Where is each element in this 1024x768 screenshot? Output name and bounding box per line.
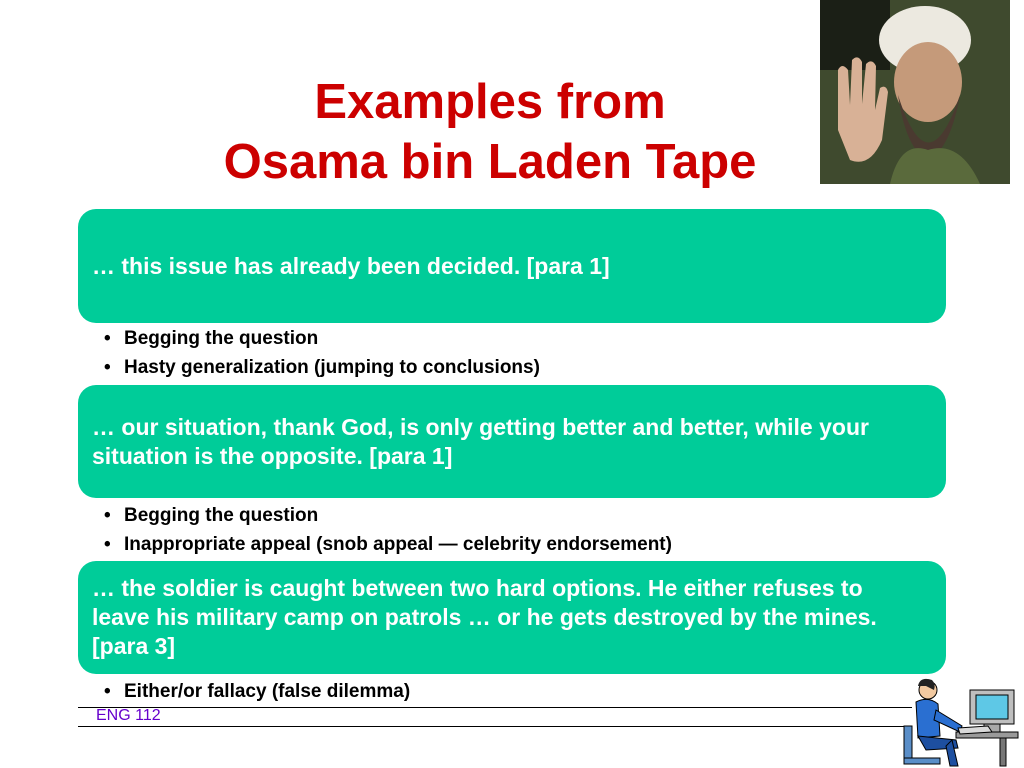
footer-divider-top	[78, 707, 912, 708]
title-line-2: Osama bin Laden Tape	[223, 135, 757, 189]
footer-label: ENG 112	[96, 707, 161, 724]
title-line-1: Examples from	[314, 75, 666, 129]
quote-text-3: … the soldier is caught between two hard options. He either refuses to leave his military camp on patrols … or he gets destroyed by the mines. [para 3]	[92, 575, 877, 659]
person-at-computer-clipart	[896, 676, 1020, 768]
list-item: • Inappropriate appeal (snob appeal — celebrity endorsement)	[102, 530, 672, 559]
bullet-list-2	[102, 501, 672, 559]
quote-text-1: … this issue has already been decided. [para 1]	[92, 252, 610, 279]
list-item: • Begging the question	[102, 324, 540, 353]
quote-box-2	[78, 385, 946, 498]
bullet-list-1	[102, 324, 540, 382]
list-item: • Either/or fallacy (false dilemma)	[102, 677, 410, 706]
slide-title	[150, 72, 830, 192]
quote-text-2: … our situation, thank God, is only getting better and better, while your situation is the opposite. [para 1]	[92, 413, 869, 469]
list-item: • Begging the question	[102, 501, 672, 530]
quote-box-3	[78, 561, 946, 674]
footer-divider-bottom	[78, 726, 912, 727]
quote-box-1	[78, 209, 946, 323]
portrait-photo	[820, 0, 1010, 184]
bullet-list-3	[102, 677, 410, 706]
list-item: • Hasty generalization (jumping to conclusions)	[102, 353, 540, 382]
